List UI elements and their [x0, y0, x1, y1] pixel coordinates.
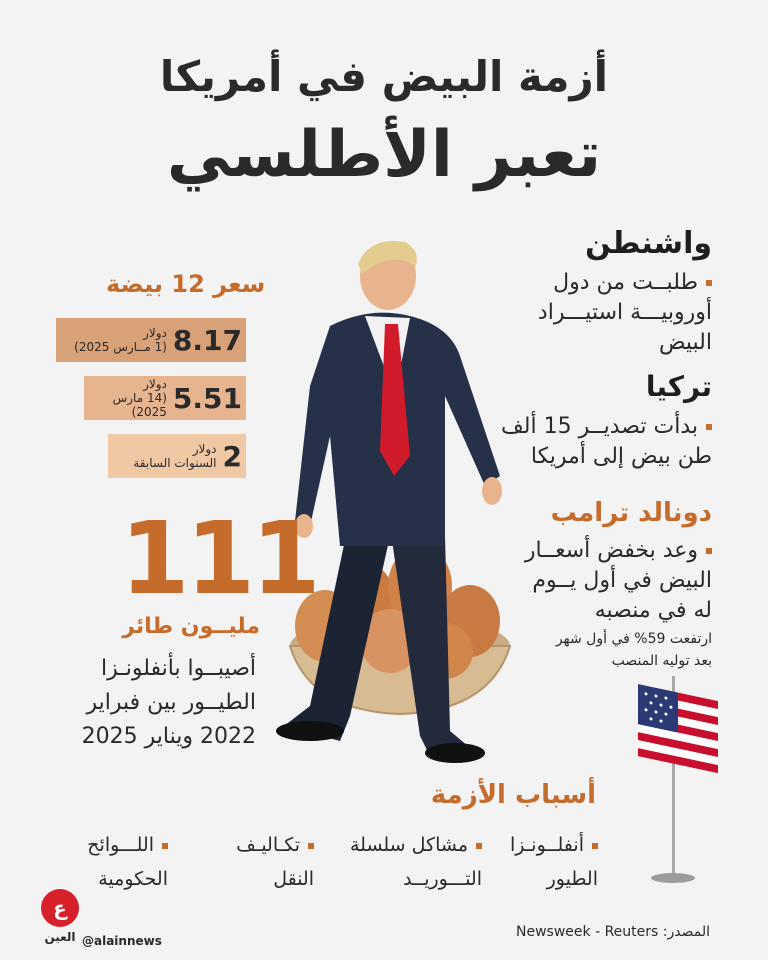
trump-line-1: وعد بخفض أسعــار [524, 538, 698, 563]
bullet-icon [308, 843, 314, 849]
trump-note [556, 628, 712, 672]
cause-3-line-1: تكـاليـف [236, 834, 300, 856]
figure-hand-right [482, 477, 502, 505]
price-period-3: السنوات السابقة [133, 456, 217, 470]
turkey-line-2: طن بيض إلى أمريكا [530, 444, 712, 469]
trump-heading: دونالد ترامب [550, 498, 712, 528]
price-unit-1: دولار [143, 326, 167, 340]
price-unit-2: دولار [143, 377, 167, 391]
washington-heading: واشنطن [585, 226, 712, 261]
price-value-1: 8.17 [172, 323, 242, 357]
bullet-icon [706, 548, 712, 554]
price-row-2 [84, 376, 246, 420]
price-value-3: 2 [222, 439, 242, 473]
cause-4-line-2: الحكومية [98, 868, 168, 890]
cause-2-line-1: مشاكل سلسلة [349, 834, 468, 856]
title-line-2: تعبر الأطلسي [166, 118, 602, 192]
price-unit-3: دولار [192, 442, 217, 456]
bullet-icon [162, 843, 168, 849]
trump-line-2: البيض في أول يــوم [532, 568, 712, 593]
figure-shoe-left [276, 721, 344, 741]
cause-1-line-2: الطيور [546, 868, 598, 890]
cause-1-line-1: أنفلــونـزا [509, 834, 584, 856]
washington-line-1: طلبــت من دول [553, 270, 698, 295]
price-period-1: (1 مــارس 2025) [74, 340, 167, 354]
price-period-2: (14 مارس 2025) [112, 391, 167, 419]
us-flag-icon [628, 676, 724, 886]
birds-line-1: أصيبــوا بأنفلونـزا [101, 656, 256, 681]
trump-note-line-2: بعد توليه المنصب [611, 653, 712, 669]
price-label-1 [74, 326, 167, 354]
bullet-icon [592, 843, 598, 849]
birds-text [60, 652, 256, 754]
trump-note-line-1: ارتفعت 59% في أول شهر [555, 631, 712, 647]
trump-line-3: له في منصبه [594, 598, 712, 623]
birds-unit: مليــون طائر [122, 614, 260, 639]
svg-text:ع: ع [53, 896, 67, 920]
washington-line-3: البيض [658, 330, 712, 355]
cause-item-2 [350, 828, 482, 896]
figure-shoe-right [425, 743, 485, 763]
trump-text [525, 536, 712, 626]
cause-item-4 [87, 828, 168, 896]
price-row-1 [56, 318, 246, 362]
cause-item-1 [510, 828, 598, 896]
logo-text: العين [44, 930, 76, 944]
price-row-3 [108, 434, 246, 478]
turkey-heading: تركيا [645, 370, 712, 403]
washington-line-2: أوروبيـــة استيـــراد [537, 300, 712, 325]
birds-number: 111 [120, 500, 317, 617]
birds-line-2: الطيــور بين فبراير [86, 690, 256, 715]
social-handle: @alainnews [82, 934, 162, 948]
price-label-3 [133, 442, 216, 470]
cause-item-3 [236, 828, 314, 896]
source-credit: المصدر: Newsweek - Reuters [516, 924, 710, 940]
cause-3-line-2: النقل [273, 868, 314, 890]
price-label-2 [84, 377, 167, 419]
price-title: سعر 12 بيضة [106, 270, 266, 298]
washington-text [538, 268, 712, 358]
bullet-icon [476, 843, 482, 849]
bullet-icon [706, 280, 712, 286]
title-line-1: أزمة البيض في أمريكا [159, 52, 609, 101]
bullet-icon [706, 424, 712, 430]
cause-4-line-1: اللـــوائح [87, 834, 154, 856]
birds-line-3: 2022 ويناير 2025 [81, 724, 256, 749]
turkey-line-1: بدأت تصديــر 15 ألف [501, 414, 698, 439]
causes-title: أسباب الأزمة [430, 780, 596, 810]
cause-2-line-2: التـــوريــد [403, 868, 482, 890]
turkey-text [501, 412, 712, 472]
price-value-2: 5.51 [172, 381, 242, 415]
